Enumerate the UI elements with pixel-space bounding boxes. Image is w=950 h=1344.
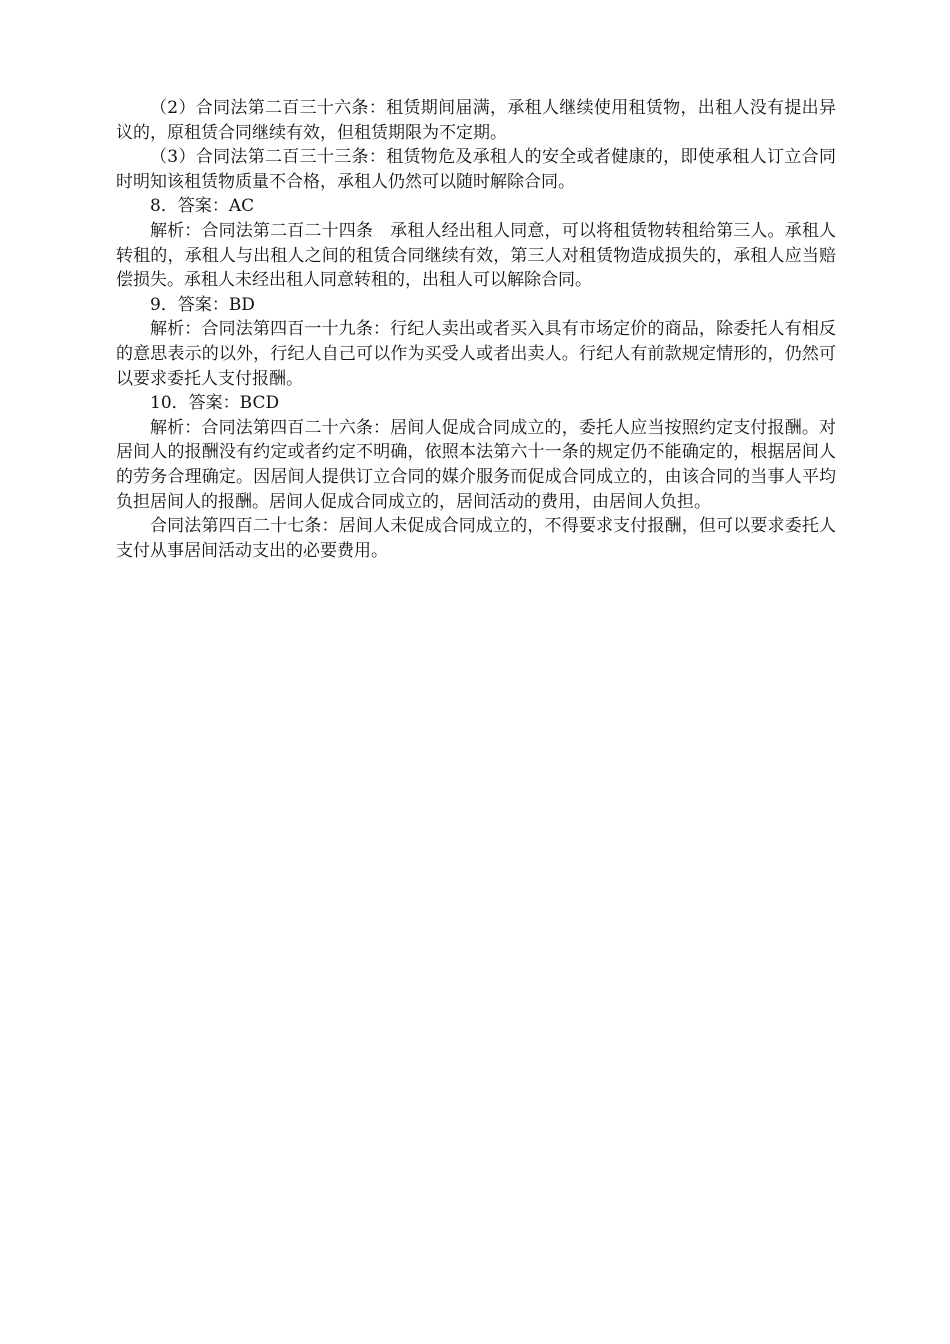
answer-9: 9．答案：BD — [150, 294, 255, 315]
answer-10: 10．答案：BCD — [150, 393, 280, 414]
explanation-10: 解析：合同法第四百二十六条：居间人促成合同成立的，委托人应当按照约定支付报酬。对居间人的报酬没有约定或者约定不明确，依照本法第六十一条的规定仍不能确定的，根据居间人的劳务合理确定。因居间人提供订立合同的媒介服务而促成合同成立的，由该合同的当事人平均负担居间人的报酬。居间人促成合同成立的，居间活动的费用，由居间人负担。 — [116, 417, 836, 512]
explanation-8: 解析：合同法第二百二十四条 承租人经出租人同意，可以将租赁物转租给第三人。承租人转租的，承租人与出租人之间的租赁合同继续有效，第三人对租赁物造成损失的，承租人应当赔偿损失。承租人未经出租人同意转租的，出租人可以解除合同。 — [116, 220, 836, 291]
answer-8: 8．答案：AC — [150, 196, 255, 217]
paragraph-article-233: （3）合同法第二百三十三条：租赁物危及承租人的安全或者健康的，即使承租人订立合同时明知该租赁物质量不合格，承租人仍然可以随时解除合同。 — [116, 147, 836, 192]
paragraph-article-427: 合同法第四百二十七条：居间人未促成合同成立的，不得要求支付报酬，但可以要求委托人支付从事居间活动支出的必要费用。 — [116, 516, 836, 561]
document-body — [116, 96, 836, 563]
explanation-9: 解析：合同法第四百一十九条：行纪人卖出或者买入具有市场定价的商品，除委托人有相反的意思表示的以外，行纪人自己可以作为买受人或者出卖人。行纪人有前款规定情形的，仍然可以要求委托人支付报酬。 — [116, 319, 836, 389]
paragraph-article-236: （2）合同法第二百三十六条：租赁期间届满，承租人继续使用租赁物，出租人没有提出异议的，原租赁合同继续有效，但租赁期限为不定期。 — [116, 98, 836, 143]
